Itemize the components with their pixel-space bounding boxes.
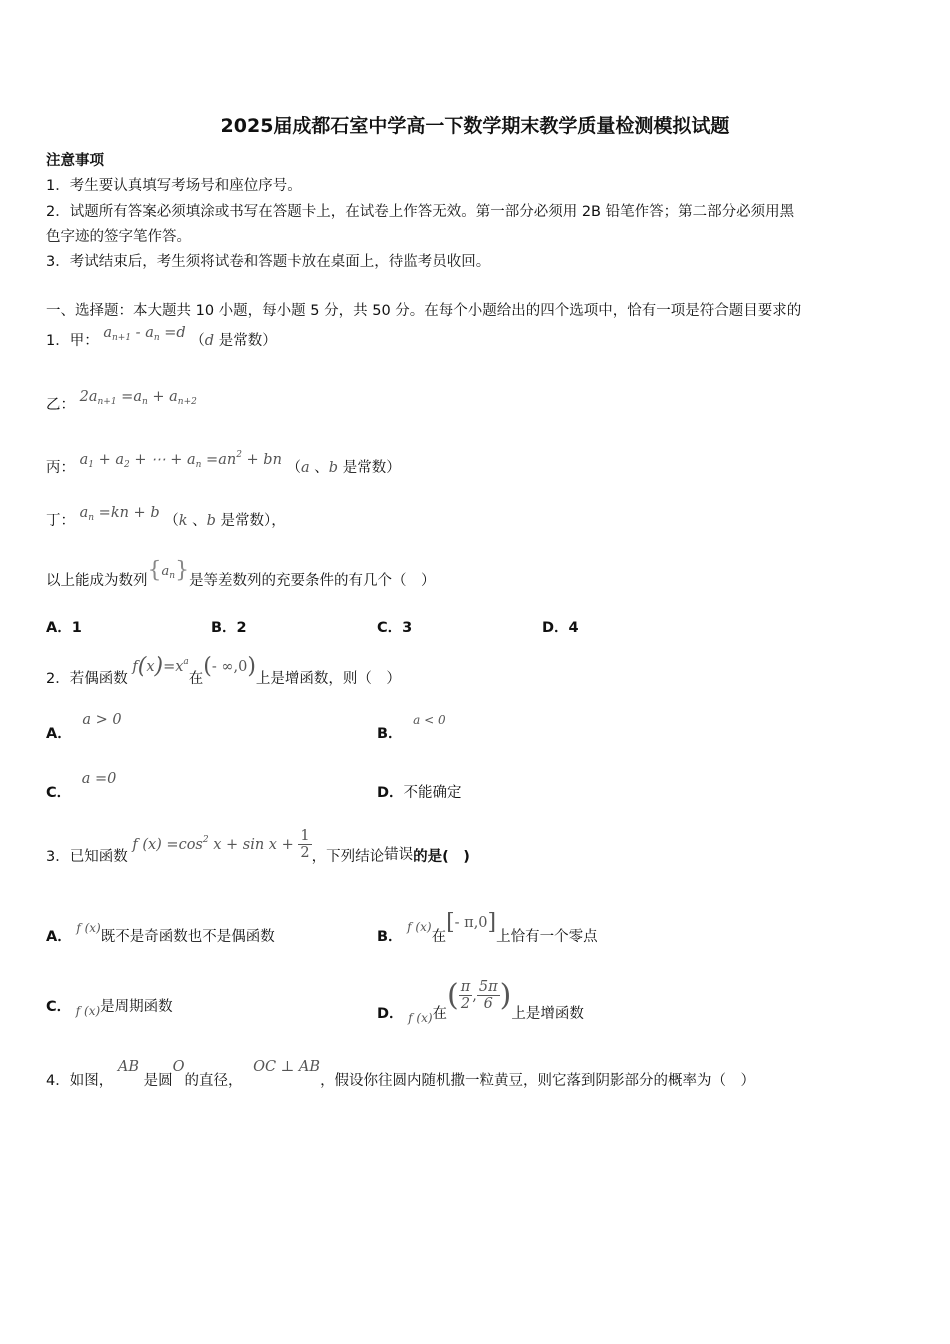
- q1-yi-formula: $2a_{n+1} =a_n + a_{n+2}$: [79, 389, 197, 407]
- q1-seq-an: $\{a_n\}$: [147, 558, 190, 583]
- q2-number: 2．: [46, 671, 70, 687]
- q2-option-b[interactable]: B． a < 0: [377, 713, 446, 742]
- q1-number: 1．: [46, 333, 70, 349]
- q2-option-a[interactable]: A． a > 0: [46, 712, 122, 742]
- q3-text-d: 的是( ): [413, 848, 470, 865]
- q4-o: O: [172, 1059, 185, 1075]
- q1-yi-line: [46, 387, 197, 412]
- q2-text-c: 上是增函数，则（ ）: [255, 671, 401, 687]
- q1-jia-paren: （d 是常数）: [190, 333, 277, 349]
- q2-text-a: 若偶函数: [69, 671, 128, 687]
- q1-bing-formula: $a_1 + a_2$ + ⋯ + $a_n =an^2$ + bn: [79, 450, 282, 470]
- q3-function: f $(x) =\cos^2$ x + sin x + $\frac{1}{2}$: [132, 828, 310, 861]
- q1-option-c[interactable]: C．3: [377, 620, 413, 636]
- q3-option-a[interactable]: A． f (x)既不是奇函数也不是偶函数: [46, 921, 275, 945]
- q4-text-c: 的直径，: [184, 1073, 243, 1089]
- q4-perp: OC ⊥ AB: [253, 1059, 321, 1075]
- page-title: 2025届成都石室中学高一下数学期末教学质量检测模拟试题: [220, 115, 730, 137]
- q1-option-b[interactable]: B．2: [211, 620, 247, 636]
- q4-stem: [46, 1057, 756, 1089]
- q3-text-a: 已知函数: [69, 848, 128, 865]
- q4-text-b: 是圆: [143, 1073, 173, 1089]
- q1-option-d[interactable]: D．4: [542, 620, 579, 636]
- q3-option-d[interactable]: D． $_{f (x)}$在( $\frac{\pi}{2}$ , $\frac{5\pi}{6}$ )上是增函数: [377, 977, 584, 1025]
- q1-jia-label: 甲：: [69, 333, 99, 349]
- q3-text-b: ，下列结论: [311, 848, 385, 865]
- notice-item-3: 3．考试结束后，考生须将试卷和答题卡放在桌面上，待监考员收回。: [46, 254, 491, 270]
- q3-stem: [46, 828, 470, 865]
- notice-item-2: 2．试题所有答案必须填涂或书写在答题卡上，在试卷上作答无效。第一部分必须用 2B 铅笔作答；第二部分必须用黑: [46, 204, 795, 220]
- q1-stem: [46, 558, 436, 589]
- q4-number: 4．: [46, 1073, 70, 1089]
- q4-ab: AB: [117, 1059, 139, 1075]
- q1-ding-formula: $a_n =kn + b$: [79, 505, 160, 523]
- q1-ding-label: 丁：: [46, 513, 75, 529]
- q1-ding-paren: （k 、b 是常数），: [164, 513, 286, 529]
- q1-jia-line: [46, 325, 277, 356]
- q2-interval: (- ∞,0): [203, 654, 256, 679]
- q1-yi-label: 乙：: [46, 397, 75, 413]
- q1-bing-paren: （a 、b 是常数）: [286, 460, 401, 476]
- q1-stem-a: 以上能成为数列: [46, 573, 148, 589]
- q2-option-c[interactable]: C． a =0: [46, 771, 117, 801]
- q1-stem-b: 是等差数列的充要条件的有几个（ ）: [189, 573, 436, 589]
- q4-text-d: ，假设你往圆内随机撒一粒黄豆，则它落到阴影部分的概率为（ ）: [320, 1073, 756, 1089]
- q2-option-d[interactable]: D．不能确定: [377, 785, 462, 801]
- q2-function: $f(x)=x^a$: [132, 654, 189, 679]
- q2-stem: [46, 652, 401, 687]
- q4-text-a: 如图，: [69, 1073, 114, 1089]
- notice-heading: 注意事项: [46, 153, 104, 169]
- notice-item-2-cont: 色字迹的签字笔作答。: [46, 229, 191, 245]
- section-heading: 一、选择题：本大题共 10 小题，每小题 5 分，共 50 分。在每个小题给出的四个选项中，恰有一项是符合题目要求的: [46, 303, 802, 319]
- q1-bing-label: 丙：: [46, 460, 75, 476]
- q2-text-b: 在: [188, 671, 204, 687]
- q1-ding-line: [46, 503, 286, 528]
- q3-option-b[interactable]: B． $_{f (x)}$在[- π,0]上恰有一个零点: [377, 910, 598, 945]
- q3-option-c[interactable]: C． $_{f (x)}$是周期函数: [46, 999, 173, 1018]
- q1-jia-formula: $a_{n+1} - a_n =d$: [103, 325, 186, 343]
- q3-text-c: 错误: [384, 846, 414, 863]
- q1-bing-line: [46, 445, 401, 475]
- q1-option-a[interactable]: A．1: [46, 620, 82, 636]
- q3-number: 3．: [46, 848, 70, 865]
- notice-item-1: 1．考生要认真填写考场号和座位序号。: [46, 178, 302, 194]
